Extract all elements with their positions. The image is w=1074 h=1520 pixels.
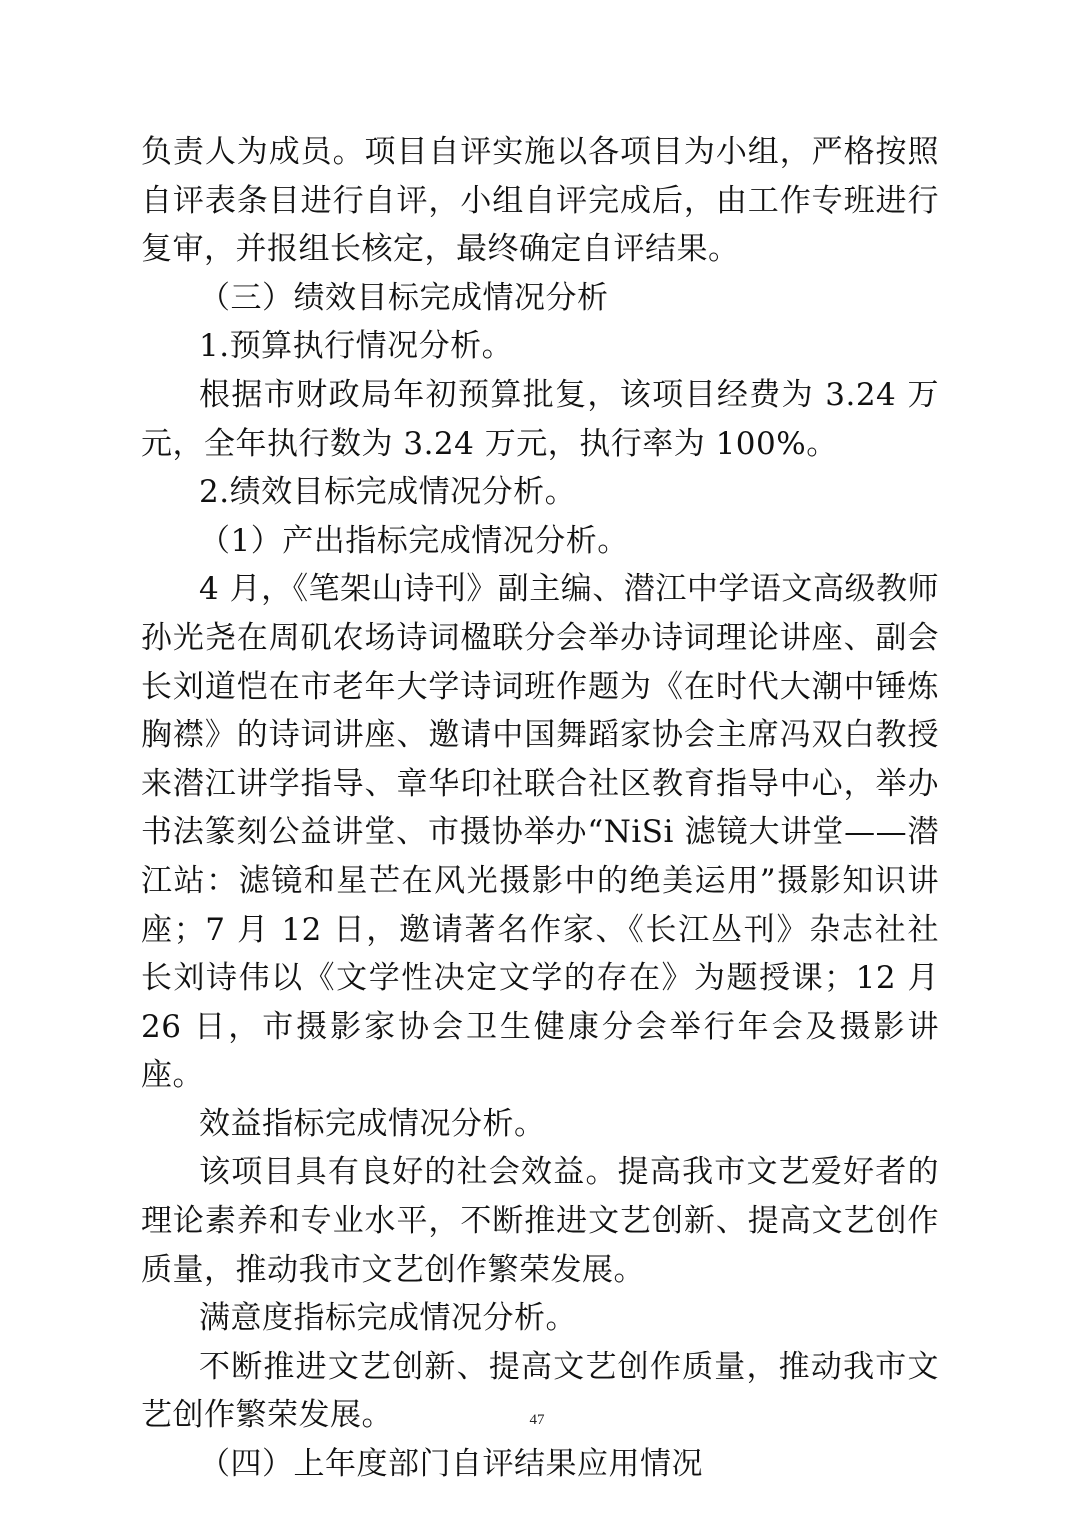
paragraph-benefit-details: 该项目具有良好的社会效益。提高我市文艺爱好者的理论素养和专业水平，不断推进文艺创新、提高文艺创作质量，推动我市文艺创作繁荣发展。 (141, 1154, 939, 1288)
paragraph-budget-details: 根据市财政局年初预算批复，该项目经费为 3.24 万元，全年执行数为 3.24 万元，执行率为 100%。 (141, 376, 939, 462)
page-number: 47 (529, 1412, 545, 1428)
subheading-satisfaction-indicators: 满意度指标完成情况分析。 (199, 1300, 577, 1337)
paragraph-continuation: 负责人为成员。项目自评实施以各项目为小组，严格按照自评表条目进行自评，小组自评完成后，由工作专班进行复审，并报组长核定，最终确定自评结果。 (141, 134, 939, 268)
subheading-goal-completion: 2.绩效目标完成情况分析。 (199, 474, 577, 511)
section-heading-performance-analysis: （三）绩效目标完成情况分析 (199, 279, 609, 316)
subheading-budget-execution: 1.预算执行情况分析。 (199, 328, 514, 365)
subheading-output-indicators: （1）产出指标完成情况分析。 (199, 522, 629, 559)
document-body (141, 128, 939, 1489)
section-heading-prior-year-results: （四）上年度部门自评结果应用情况 (199, 1446, 703, 1483)
paragraph-satisfaction-details: 不断推进文艺创新、提高文艺创作质量，推动我市文艺创作繁荣发展。 (141, 1348, 939, 1434)
paragraph-output-activities: 4 月，《笔架山诗刊》副主编、潜江中学语文高级教师孙光尧在周矶农场诗词楹联分会举办诗词理论讲座、副会长刘道恺在市老年大学诗词班作题为《在时代大潮中锤炼胸襟》的诗词讲座、邀请中国舞蹈家协会主席冯双白教授来潜江讲学指导、章华印社联合社区教育指导中心，举办书法篆刻公益讲堂、市摄协举办“NiSi 滤镜大讲堂——潜江站：滤镜和星芒在风光摄影中的绝美运用”摄影知识讲座；7 月 12 日，邀请著名作家、《长江丛刊》杂志社社长刘诗伟以《文学性决定文学的存在》为题授课；12 月 26 日，市摄影家协会卫生健康分会举行年会及摄影讲座。 (141, 571, 939, 1094)
subheading-benefit-indicators: 效益指标完成情况分析。 (199, 1105, 546, 1142)
